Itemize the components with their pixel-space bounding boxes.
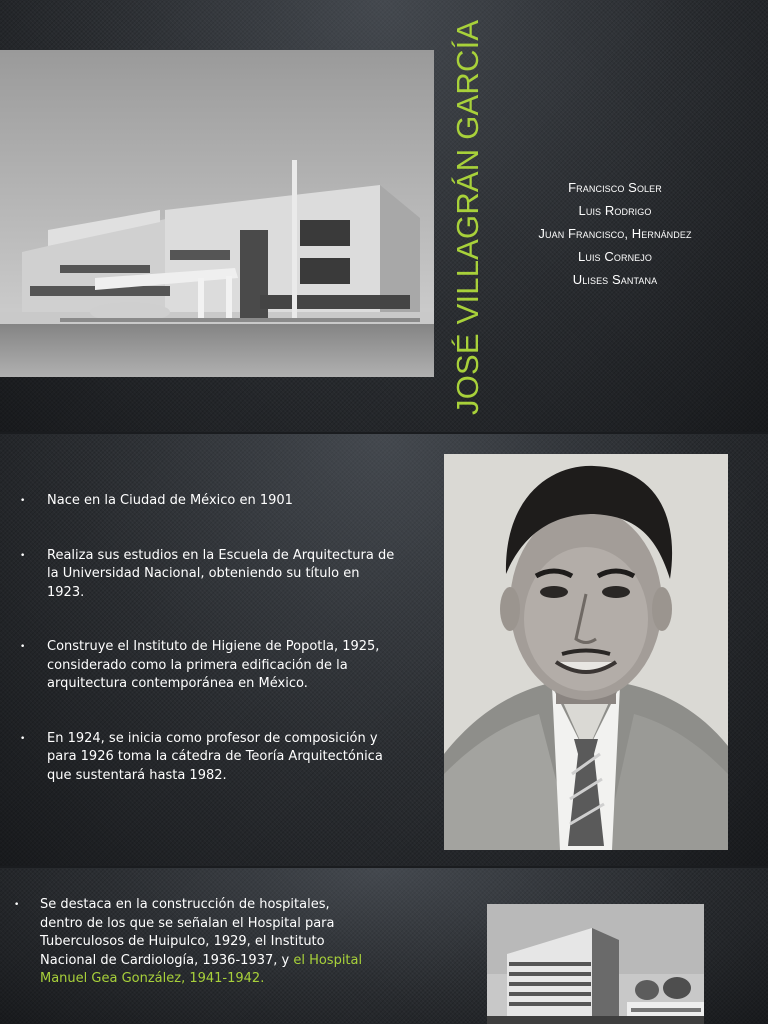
bio-text: Nace en la Ciudad de México en 1901 (47, 493, 293, 508)
building-illustration (0, 50, 434, 377)
hospital-photo (487, 904, 704, 1024)
author-name: Ulises Santana (572, 272, 658, 287)
portrait-illustration (444, 454, 728, 850)
authors-list (500, 176, 730, 291)
list-item (20, 730, 400, 786)
list-item (20, 492, 400, 511)
list-item (20, 638, 400, 694)
hospitals-list (14, 896, 374, 989)
author-name: Juan Francisco, Hernández (538, 226, 692, 241)
portrait-photo (444, 454, 728, 850)
slide-title-text: JOSÉ VILLAGRÁN GARCÍA (450, 19, 485, 415)
bullet-icon: • (20, 642, 26, 652)
hospital-illustration (487, 904, 704, 1024)
bullet-icon: • (20, 550, 26, 561)
bio-text: Construye el Instituto de Higiene de Popotla, 1925, considerado como la primera edificación de la arquitectura contemporánea en México. (47, 639, 380, 691)
hospital-highlight-text: el Hospital Manuel Gea González, 1941-1942. (40, 952, 363, 986)
bio-text: En 1924, se inicia como profesor de composición y para 1926 toma la cátedra de Teoría Arquitectónica que sustentará hasta 1982. (47, 730, 383, 783)
bio-text: Realiza sus estudios en la Escuela de Arquitectura de la Universidad Nacional, obteniendo su título en 1923. (47, 547, 395, 600)
bullet-icon: • (20, 496, 26, 506)
building-photo (0, 50, 434, 377)
hospital-text: Se destaca en la construcción de hospitales, dentro de los que se señalan el Hospital para Tuberculosos de Huipulco, 1929, el Instituto Nacional de Cardiología, 1936-1937, y (40, 897, 335, 968)
biography-list (20, 492, 400, 785)
author-name: Francisco Soler (568, 180, 662, 195)
author-name: Luis Rodrigo (578, 203, 652, 218)
list-item (14, 896, 374, 989)
bullet-icon: • (14, 900, 20, 910)
bullet-icon: • (20, 733, 26, 744)
author-name: Luis Cornejo (578, 249, 652, 264)
slide-hospitals (0, 868, 768, 1024)
slide-biography (0, 434, 768, 866)
list-item (20, 547, 400, 603)
slide-title (0, 0, 768, 432)
